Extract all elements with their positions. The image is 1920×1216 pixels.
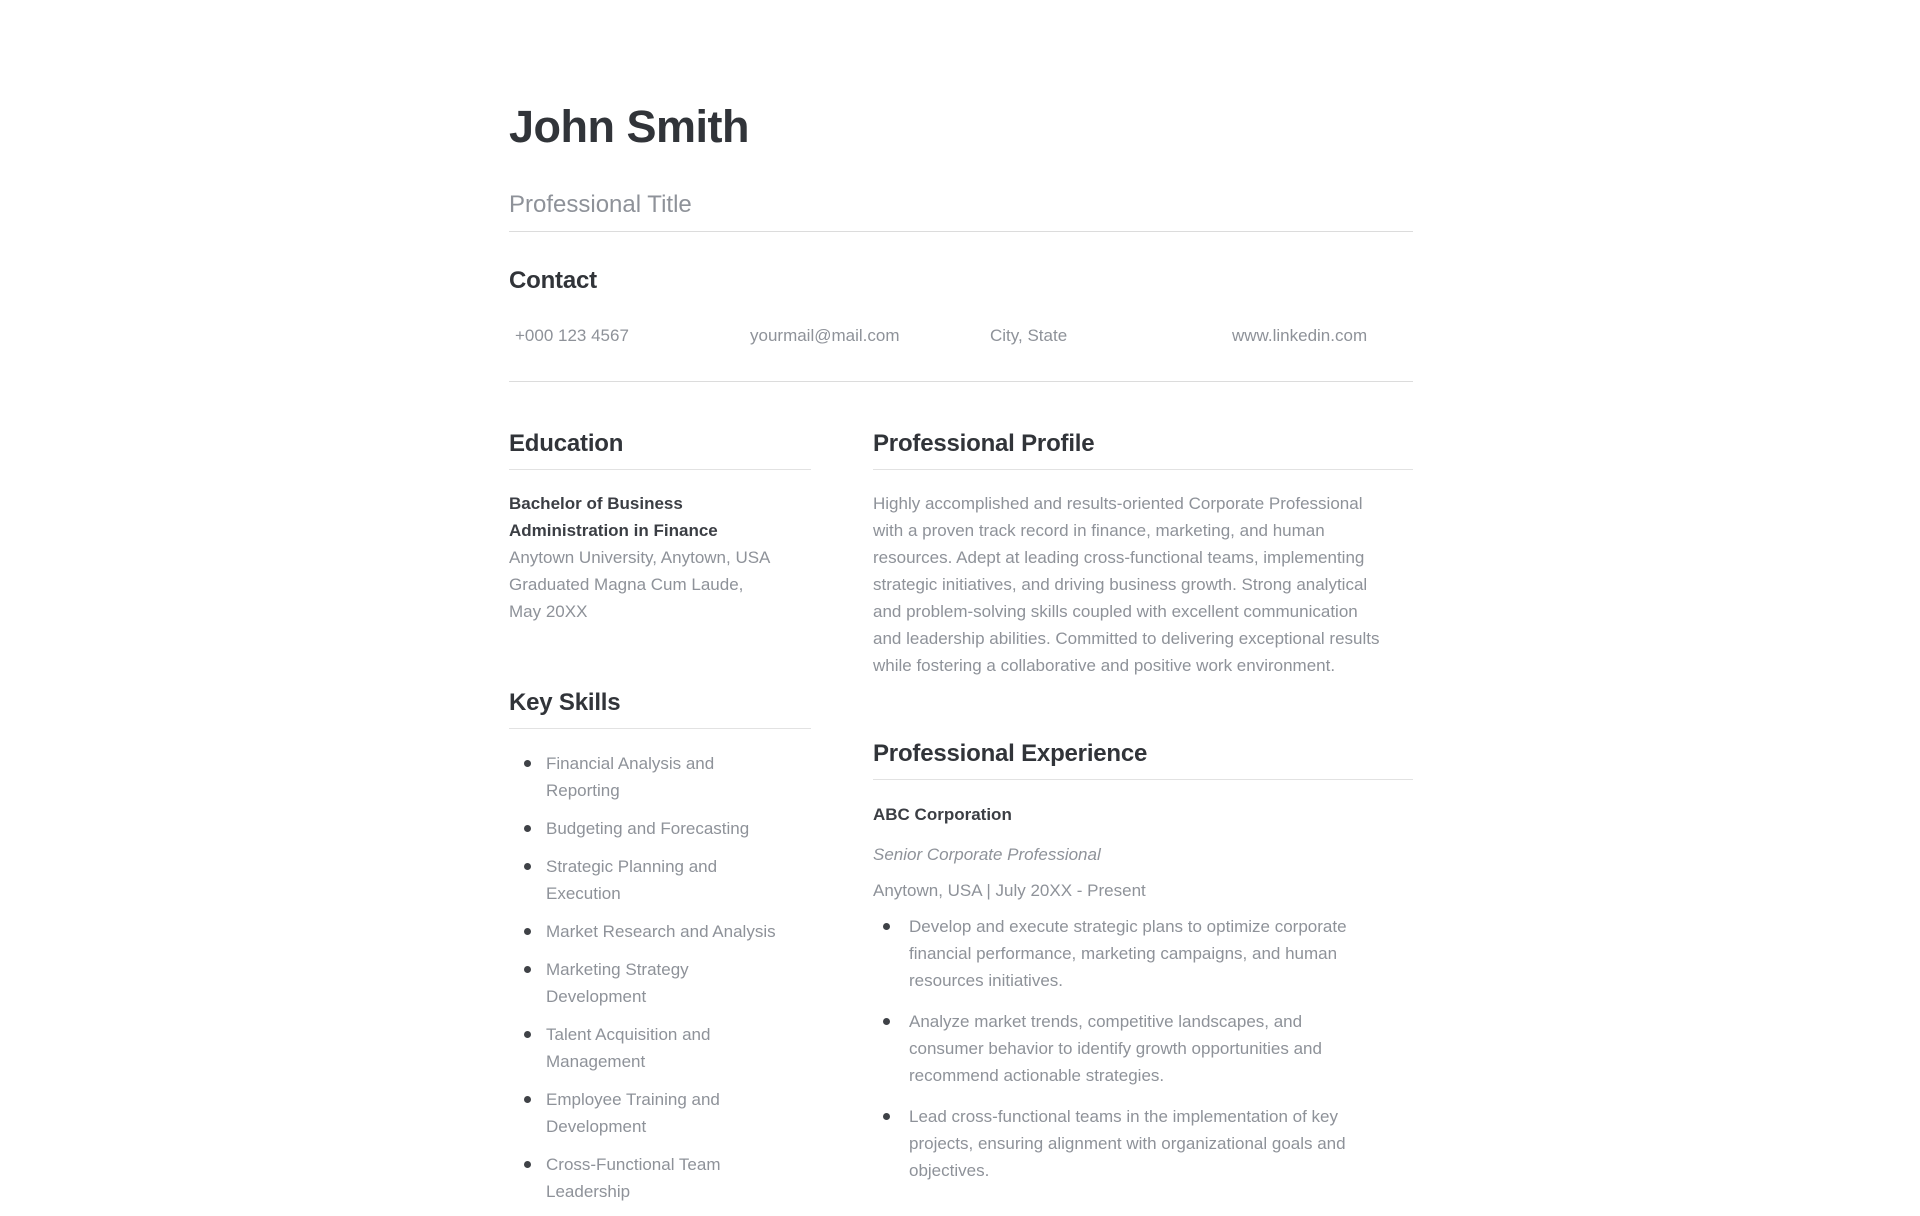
bullet-icon bbox=[524, 1031, 531, 1038]
key-skills-divider bbox=[509, 728, 811, 729]
contact-location: City, State bbox=[990, 326, 1068, 345]
bullet-icon bbox=[524, 863, 531, 870]
two-column-layout bbox=[509, 429, 1413, 1216]
bullet-icon bbox=[883, 923, 890, 930]
left-column bbox=[509, 429, 811, 1216]
education-school: Anytown University, Anytown, USA bbox=[509, 548, 771, 567]
skill-label: Budgeting and Forecasting bbox=[546, 819, 750, 838]
key-skills-heading: Key Skills bbox=[509, 689, 621, 716]
contact-divider bbox=[509, 381, 1413, 382]
professional-profile-heading: Professional Profile bbox=[873, 430, 1095, 457]
bullet-icon bbox=[883, 1113, 890, 1120]
bullet-icon bbox=[524, 928, 531, 935]
skills-list bbox=[509, 750, 811, 1205]
skill-item bbox=[509, 815, 786, 842]
skill-item bbox=[509, 956, 786, 1010]
contact-website: www.linkedin.com bbox=[1232, 326, 1368, 345]
skill-item bbox=[509, 1021, 786, 1075]
person-name: John Smith bbox=[509, 101, 749, 152]
skill-item bbox=[509, 853, 786, 907]
education-heading: Education bbox=[509, 430, 624, 457]
education-degree: Bachelor of Business Administration in Finance bbox=[509, 494, 718, 540]
bullet-icon bbox=[883, 1018, 890, 1025]
contact-phone: +000 123 4567 bbox=[515, 326, 629, 345]
education-graduation: Graduated Magna Cum Laude, May 20XX bbox=[509, 575, 744, 621]
bullet-icon bbox=[524, 825, 531, 832]
education-divider bbox=[509, 469, 811, 470]
professional-experience-heading: Professional Experience bbox=[873, 740, 1148, 767]
profile-text: Highly accomplished and results-oriented Corporate Professional with a proven track record in finance, marketing, and human resources. Adept at leading cross-functional teams, implementing strategic initiatives, and driving business growth. Strong analytical and problem-solving skills coupled with excellent communication and leadership abilities. Committed to delivering exceptional results while fostering a collaborative and positive work environment. bbox=[873, 494, 1380, 675]
resume-content bbox=[509, 0, 1413, 1216]
header-divider bbox=[509, 231, 1413, 232]
bullet-icon bbox=[524, 1161, 531, 1168]
contact-row bbox=[509, 326, 1413, 348]
experience-bullet-list bbox=[873, 913, 1413, 1184]
bullet-icon bbox=[524, 966, 531, 973]
skill-label: Market Research and Analysis bbox=[546, 922, 776, 941]
experience-divider bbox=[873, 779, 1413, 780]
profile-divider bbox=[873, 469, 1413, 470]
experience-bullet bbox=[873, 913, 1374, 994]
skill-label: Talent Acquisition and Management bbox=[546, 1025, 711, 1071]
professional-title: Professional Title bbox=[509, 191, 692, 218]
experience-bullet bbox=[873, 1008, 1374, 1089]
company-name: ABC Corporation bbox=[873, 805, 1012, 824]
experience-bullet bbox=[873, 1103, 1374, 1184]
skill-item bbox=[509, 1086, 786, 1140]
experience-bullet-text: Develop and execute strategic plans to optimize corporate financial performance, marketing campaigns, and human resources initiatives. bbox=[909, 917, 1347, 990]
skill-label: Employee Training and Development bbox=[546, 1090, 720, 1136]
skill-item bbox=[509, 750, 786, 804]
skill-label: Marketing Strategy Development bbox=[546, 960, 689, 1006]
experience-bullet-text: Analyze market trends, competitive landscapes, and consumer behavior to identify growth opportunities and recommend actionable strategies. bbox=[909, 1012, 1322, 1085]
contact-email: yourmail@mail.com bbox=[750, 326, 900, 345]
skill-label: Strategic Planning and Execution bbox=[546, 857, 718, 903]
skill-label: Cross-Functional Team Leadership bbox=[546, 1155, 721, 1201]
skill-item bbox=[509, 1151, 786, 1205]
job-location-dates: Anytown, USA | July 20XX - Present bbox=[873, 881, 1146, 900]
bullet-icon bbox=[524, 760, 531, 767]
education-details-block bbox=[509, 544, 774, 625]
bullet-icon bbox=[524, 1096, 531, 1103]
skill-label: Financial Analysis and Reporting bbox=[546, 754, 715, 800]
experience-bullet-text: Lead cross-functional teams in the implementation of key projects, ensuring alignment with organizational goals and objectives. bbox=[909, 1107, 1346, 1180]
skill-item bbox=[509, 918, 786, 945]
right-column bbox=[873, 429, 1413, 1216]
job-title: Senior Corporate Professional bbox=[873, 845, 1101, 864]
contact-heading: Contact bbox=[509, 267, 597, 294]
